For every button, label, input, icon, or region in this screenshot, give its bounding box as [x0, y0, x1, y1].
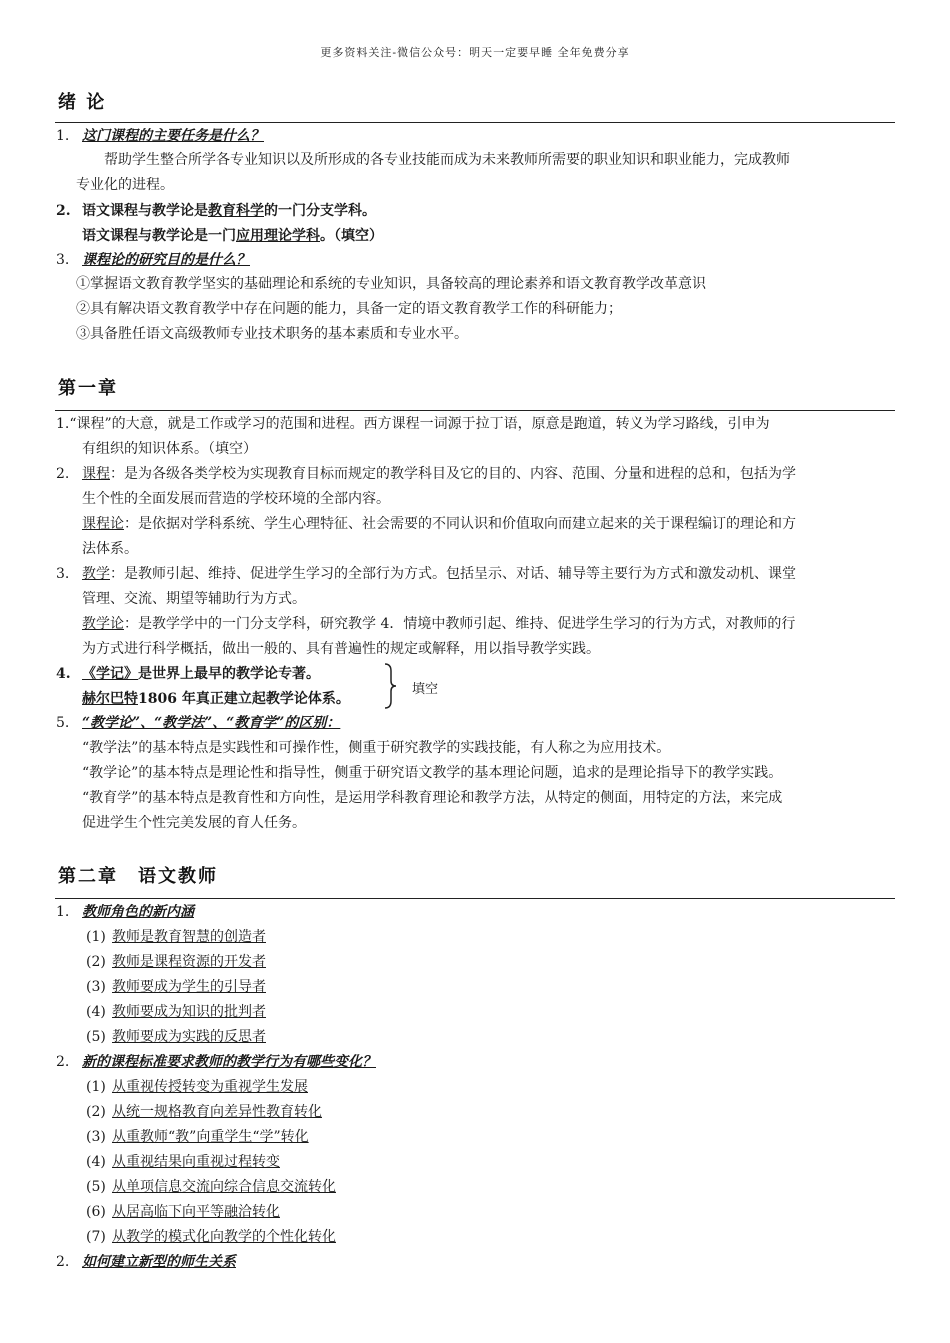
list-item-text: 从重视结果向重视过程转变	[112, 1154, 280, 1170]
fact-xueji	[56, 664, 320, 684]
question-text: “教学论”、“教学法”、“教育学”的区别：	[82, 715, 341, 731]
item-number: (3)	[86, 1129, 106, 1145]
question-text: 课程论的研究目的是什么？	[82, 252, 250, 268]
answer-text: ①掌握语文教育教学坚实的基础理论和系统的专业知识，具备较高的理论素养和语文教育教学改革意识	[76, 276, 706, 292]
question-changes	[56, 1052, 376, 1072]
definition-didactics	[82, 614, 795, 634]
list-item	[86, 1127, 309, 1147]
question-text: 新的课程标准要求教师的教学行为有哪些变化？	[82, 1054, 376, 1070]
key-term: 教育科学	[208, 203, 264, 219]
paragraph-text: 有组织的知识体系。（填空）	[82, 441, 257, 457]
list-item	[86, 1077, 308, 1097]
paragraph-text: “教学论”的基本特点是理论性和指导性，侧重于研究语文教学的基本理论问题，追求的是理论指导下的教学实践。	[82, 765, 783, 781]
item-number: (3)	[86, 979, 106, 995]
definition-text: ：是教学学中的一门分支学科，研究教学 4．情境中教师引起、维持、促进学生学习的行为方式，对教师的行	[124, 616, 796, 632]
list-item	[86, 1227, 336, 1247]
right-brace-icon	[383, 663, 397, 709]
list-item-text: 从居高临下向平等融洽转化	[112, 1204, 280, 1220]
question-roles	[56, 902, 194, 922]
item-number: (4)	[86, 1004, 106, 1020]
paragraph-text: 促进学生个性完美发展的育人任务。	[82, 815, 306, 831]
item-number: (2)	[86, 1104, 106, 1120]
answer-text: 帮助学生整合所学各专业知识以及所形成的各专业技能而成为未来教师所需要的职业知识和职业能力，完成教师	[104, 152, 790, 168]
item-number: 5.	[56, 715, 70, 731]
question-3	[56, 250, 250, 270]
statement-2b	[82, 226, 383, 246]
list-item	[86, 1027, 266, 1047]
list-item-text: 从统一规格教育向差异性教育转化	[112, 1104, 322, 1120]
key-term: 教学	[82, 566, 110, 582]
paragraph-text: 生个性的全面发展而营造的学校环境的全部内容。	[82, 491, 390, 507]
header-note: 更多资料关注-微信公众号：明天一定要早睡 全年免费分享	[320, 46, 630, 59]
section-title-intro: 绪 论	[58, 92, 107, 113]
list-item-text: 从教学的模式化向教学的个性化转化	[112, 1229, 336, 1245]
divider	[55, 410, 895, 411]
item-number: 2.	[56, 203, 71, 219]
statement-text: 。（填空）	[320, 228, 383, 244]
item-number: (2)	[86, 954, 106, 970]
list-item-text: 从重教师“教”向重学生“学”转化	[112, 1129, 309, 1145]
paragraph-text: “教育学”的基本特点是教育性和方向性，是运用学科教育理论和教学方法，从特定的侧面，用特定的方法，来完成	[82, 790, 783, 806]
list-item	[86, 977, 266, 997]
item-number: 1.	[56, 128, 70, 144]
list-item-text: 教师要成为知识的批判者	[112, 1004, 266, 1020]
key-term: 应用理论学科	[236, 228, 320, 244]
item-number: (4)	[86, 1154, 106, 1170]
item-number: 3.	[56, 566, 70, 582]
fill-blank-note: 填空	[412, 682, 439, 697]
item-number: 2.	[56, 1254, 70, 1270]
list-item-text: 从单项信息交流向综合信息交流转化	[112, 1179, 336, 1195]
definition-teaching	[56, 564, 796, 584]
definition-text: ：是为各级各类学校为实现教育目标而规定的教学科目及它的目的、内容、范围、分量和进程的总和，包括为学	[110, 466, 796, 482]
fact-herbart	[82, 689, 350, 709]
question-text: 如何建立新型的师生关系	[82, 1254, 236, 1270]
paragraph-text: 法体系。	[82, 541, 138, 557]
key-term: 课程	[82, 466, 110, 482]
list-item	[86, 1202, 280, 1222]
key-term: 《学记》	[82, 666, 138, 682]
question-text: 这门课程的主要任务是什么？	[82, 128, 264, 144]
paragraph-text: 为方式进行科学概括，做出一般的、具有普遍性的规定或解释，用以指导教学实践。	[82, 641, 600, 657]
question-text: 教师角色的新内涵	[82, 904, 194, 920]
paragraph-text: “教学法”的基本特点是实践性和可操作性，侧重于研究教学的实践技能，有人称之为应用技术。	[82, 740, 671, 756]
item-number: 4.	[56, 666, 71, 682]
answer-text: ③具备胜任语文高级教师专业技术职务的基本素质和专业水平。	[76, 326, 468, 342]
list-item-text: 从重视传授转变为重视学生发展	[112, 1079, 308, 1095]
key-term: 赫尔巴特	[82, 691, 138, 707]
fact-text: 是世界上最早的教学论专著。	[138, 666, 320, 682]
item-number: (7)	[86, 1229, 106, 1245]
question-5	[56, 713, 340, 733]
list-item	[86, 927, 266, 947]
paragraph-text: 1.“课程”的大意，就是工作或学习的范围和进程。西方课程一词源于拉丁语，原意是跑道，转义为学习路线，引申为	[56, 416, 770, 432]
statement-2	[56, 201, 376, 221]
question-1	[56, 126, 264, 146]
list-item-text: 教师是课程资源的开发者	[112, 954, 266, 970]
item-number: (5)	[86, 1029, 106, 1045]
divider	[55, 122, 895, 123]
list-item	[86, 1152, 280, 1172]
list-item-text: 教师要成为学生的引导者	[112, 979, 266, 995]
list-item	[86, 1177, 336, 1197]
section-title-chapter-2: 第二章 语文教师	[58, 866, 218, 887]
section-title-chapter-1: 第一章	[58, 378, 118, 399]
item-number: 1.	[56, 904, 70, 920]
definition-course-theory	[82, 514, 796, 534]
paragraph-text: 管理、交流、期望等辅助行为方式。	[82, 591, 306, 607]
question-relationship	[56, 1252, 236, 1272]
list-item	[86, 1102, 322, 1122]
item-number: 3.	[56, 252, 70, 268]
list-item-text: 教师是教育智慧的创造者	[112, 929, 266, 945]
answer-text: ②具有解决语文教育教学中存在问题的能力，具备一定的语文教育教学工作的科研能力；	[76, 301, 622, 317]
definition-text: ：是依据对学科系统、学生心理特征、社会需要的不同认识和价值取向而建立起来的关于课程编订的理论和方	[124, 516, 796, 532]
answer-text: 专业化的进程。	[76, 177, 174, 193]
fact-text: 1806 年真正建立起教学论体系。	[138, 691, 350, 707]
definition-text: ：是教师引起、维持、促进学生学习的全部行为方式。包括呈示、对话、辅导等主要行为方式和激发动机、课堂	[110, 566, 796, 582]
item-number: (1)	[86, 929, 106, 945]
item-number: (6)	[86, 1204, 106, 1220]
statement-text: 的一门分支学科。	[264, 203, 376, 219]
statement-text: 语文课程与教学论是	[82, 203, 208, 219]
list-item	[86, 1002, 266, 1022]
statement-text: 语文课程与教学论是一门	[82, 228, 236, 244]
item-number: (5)	[86, 1179, 106, 1195]
divider	[55, 898, 895, 899]
key-term: 教学论	[82, 616, 124, 632]
list-item	[86, 952, 266, 972]
list-item-text: 教师要成为实践的反思者	[112, 1029, 266, 1045]
item-number: 2.	[56, 466, 70, 482]
item-number: 2.	[56, 1054, 70, 1070]
definition-course	[56, 464, 796, 484]
key-term: 课程论	[82, 516, 124, 532]
item-number: (1)	[86, 1079, 106, 1095]
